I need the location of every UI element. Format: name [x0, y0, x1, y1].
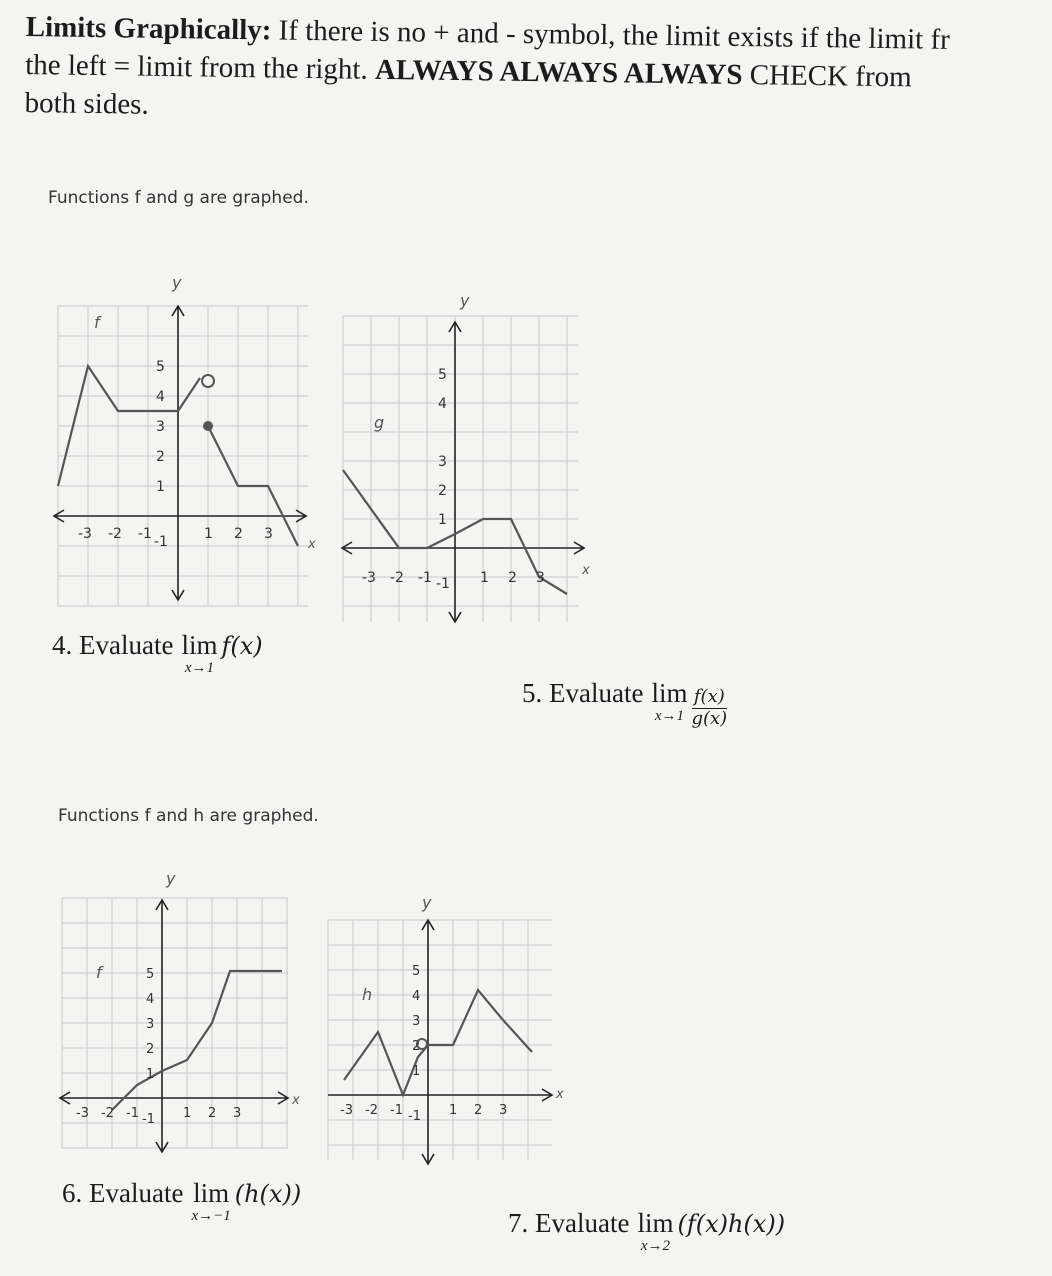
- fraction-denominator: g(x): [691, 707, 728, 729]
- x-axis-label: x: [582, 563, 590, 578]
- fraction-numerator: f(x): [693, 686, 725, 707]
- fn-label: g: [374, 413, 385, 432]
- y-axis-label: y: [422, 893, 432, 912]
- x-tick: 1: [204, 526, 213, 542]
- x-tick: 3: [233, 1106, 242, 1121]
- intro-bold-label: Limits Graphically:: [25, 10, 272, 47]
- lim-word: lim: [637, 1208, 674, 1238]
- x-tick: -3: [362, 570, 376, 586]
- axes: [328, 920, 552, 1164]
- closed-point: [203, 421, 213, 431]
- graph-g: [338, 282, 588, 632]
- limit-expression: f(x): [221, 632, 263, 660]
- y-tick: 5: [438, 367, 447, 383]
- x-axis-label: x: [556, 1087, 564, 1102]
- y-tick: 3: [146, 1017, 155, 1032]
- intro-sentence-2: the left = limit from the right.: [24, 48, 376, 86]
- x-tick: 1: [480, 570, 489, 586]
- graph-h: [322, 892, 572, 1182]
- problem-number: 4.: [52, 630, 73, 660]
- fn-label: h: [362, 985, 373, 1004]
- function-h-curve: [344, 990, 532, 1095]
- lim-subscript: x→2: [640, 1238, 671, 1254]
- y-tick: 1: [146, 1067, 155, 1082]
- y-tick-neg: -1: [154, 534, 168, 550]
- y-tick-labels: [408, 964, 421, 1124]
- x-tick: -1: [390, 1103, 403, 1118]
- x-tick: 2: [234, 526, 243, 542]
- x-tick: 1: [183, 1106, 192, 1121]
- graph-f-top: [50, 270, 315, 615]
- y-tick: 5: [412, 964, 421, 979]
- y-tick: 1: [156, 479, 165, 495]
- y-tick: 4: [146, 992, 155, 1007]
- y-tick: 5: [146, 967, 155, 982]
- grid: [328, 920, 552, 1160]
- problem-number: 6.: [62, 1178, 83, 1208]
- problem-7: [508, 1208, 785, 1254]
- problem-4: [52, 630, 263, 676]
- y-tick: 5: [156, 359, 165, 375]
- x-axis-label: x: [308, 537, 316, 552]
- y-tick-neg: -1: [408, 1109, 421, 1124]
- intro-paragraph: [24, 8, 1025, 136]
- x-tick: 1: [449, 1103, 458, 1118]
- x-tick: 3: [536, 570, 545, 586]
- problem-verb: Evaluate: [89, 1178, 184, 1208]
- y-axis-label: y: [172, 273, 182, 292]
- intro-always: ALWAYS ALWAYS ALWAYS: [374, 53, 743, 92]
- limit-operator: [181, 632, 217, 676]
- intro-sentence-1: If there is no + and - symbol, the limit exists if the limit fr: [271, 14, 950, 56]
- caption-f-h: Functions f and h are graphed.: [58, 806, 319, 826]
- y-tick-neg: -1: [436, 576, 450, 592]
- limit-expression: (f(x)h(x)): [677, 1210, 786, 1238]
- x-tick-labels: [362, 570, 545, 586]
- grid: [62, 898, 288, 1148]
- problem-verb: Evaluate: [549, 678, 644, 708]
- lim-word: lim: [181, 630, 218, 660]
- lim-word: lim: [193, 1178, 230, 1208]
- y-tick: 4: [412, 989, 421, 1004]
- lim-subscript: x→−1: [191, 1208, 231, 1224]
- lim-subscript: x→1: [654, 708, 685, 724]
- y-tick: 4: [156, 389, 165, 405]
- x-tick: 2: [508, 570, 517, 586]
- x-tick-labels: [76, 1106, 241, 1121]
- x-tick: -1: [418, 570, 432, 586]
- intro-sentence-3: both sides.: [24, 86, 149, 121]
- y-tick: 3: [412, 1014, 421, 1029]
- y-tick: 2: [412, 1039, 421, 1054]
- y-tick: 1: [412, 1064, 421, 1079]
- axes: [60, 900, 288, 1152]
- x-tick: 3: [264, 526, 273, 542]
- fn-label: f: [94, 313, 100, 332]
- y-tick: 2: [146, 1042, 155, 1057]
- x-tick: -1: [126, 1106, 139, 1121]
- x-tick: -2: [101, 1106, 114, 1121]
- y-tick: 3: [438, 454, 447, 470]
- x-tick: -2: [390, 570, 404, 586]
- grid: [58, 306, 308, 606]
- x-tick-labels: [340, 1103, 507, 1118]
- x-tick: 3: [499, 1103, 508, 1118]
- y-tick-labels: [154, 359, 168, 550]
- x-tick: -3: [340, 1103, 353, 1118]
- limit-operator: [651, 680, 687, 724]
- fn-label: f: [96, 963, 102, 982]
- open-point: [202, 375, 214, 387]
- limit-operator: [637, 1210, 673, 1254]
- x-tick: -3: [76, 1106, 89, 1121]
- y-tick-labels: [436, 367, 450, 592]
- y-axis-label: y: [460, 291, 470, 310]
- y-tick: 2: [438, 483, 447, 499]
- y-tick-neg: -1: [142, 1112, 155, 1127]
- problem-number: 5.: [522, 678, 543, 708]
- limit-operator: [191, 1180, 230, 1224]
- x-tick: 2: [474, 1103, 483, 1118]
- limit-expression: (h(x)): [234, 1180, 302, 1208]
- x-tick: -1: [138, 526, 152, 542]
- problem-6: [62, 1178, 301, 1224]
- problem-5: [522, 678, 727, 729]
- y-tick: 2: [156, 449, 165, 465]
- intro-check: CHECK from: [742, 59, 912, 94]
- limit-fraction: [691, 687, 727, 729]
- x-tick: -2: [108, 526, 122, 542]
- y-tick: 4: [438, 396, 447, 412]
- x-tick-labels: [78, 526, 273, 542]
- x-axis-label: x: [292, 1093, 300, 1108]
- lim-word: lim: [651, 678, 688, 708]
- caption-f-g: Functions f and g are graphed.: [48, 188, 309, 208]
- problem-number: 7.: [508, 1208, 529, 1238]
- problem-verb: Evaluate: [535, 1208, 630, 1238]
- x-tick: -3: [78, 526, 92, 542]
- x-tick: -2: [365, 1103, 378, 1118]
- graph-f-bottom: [56, 868, 306, 1158]
- y-tick: 3: [156, 419, 165, 435]
- x-tick: 2: [208, 1106, 217, 1121]
- y-tick-labels: [142, 967, 155, 1127]
- lim-subscript: x→1: [184, 660, 215, 676]
- y-tick: 1: [438, 512, 447, 528]
- problem-verb: Evaluate: [79, 630, 174, 660]
- y-axis-label: y: [166, 869, 176, 888]
